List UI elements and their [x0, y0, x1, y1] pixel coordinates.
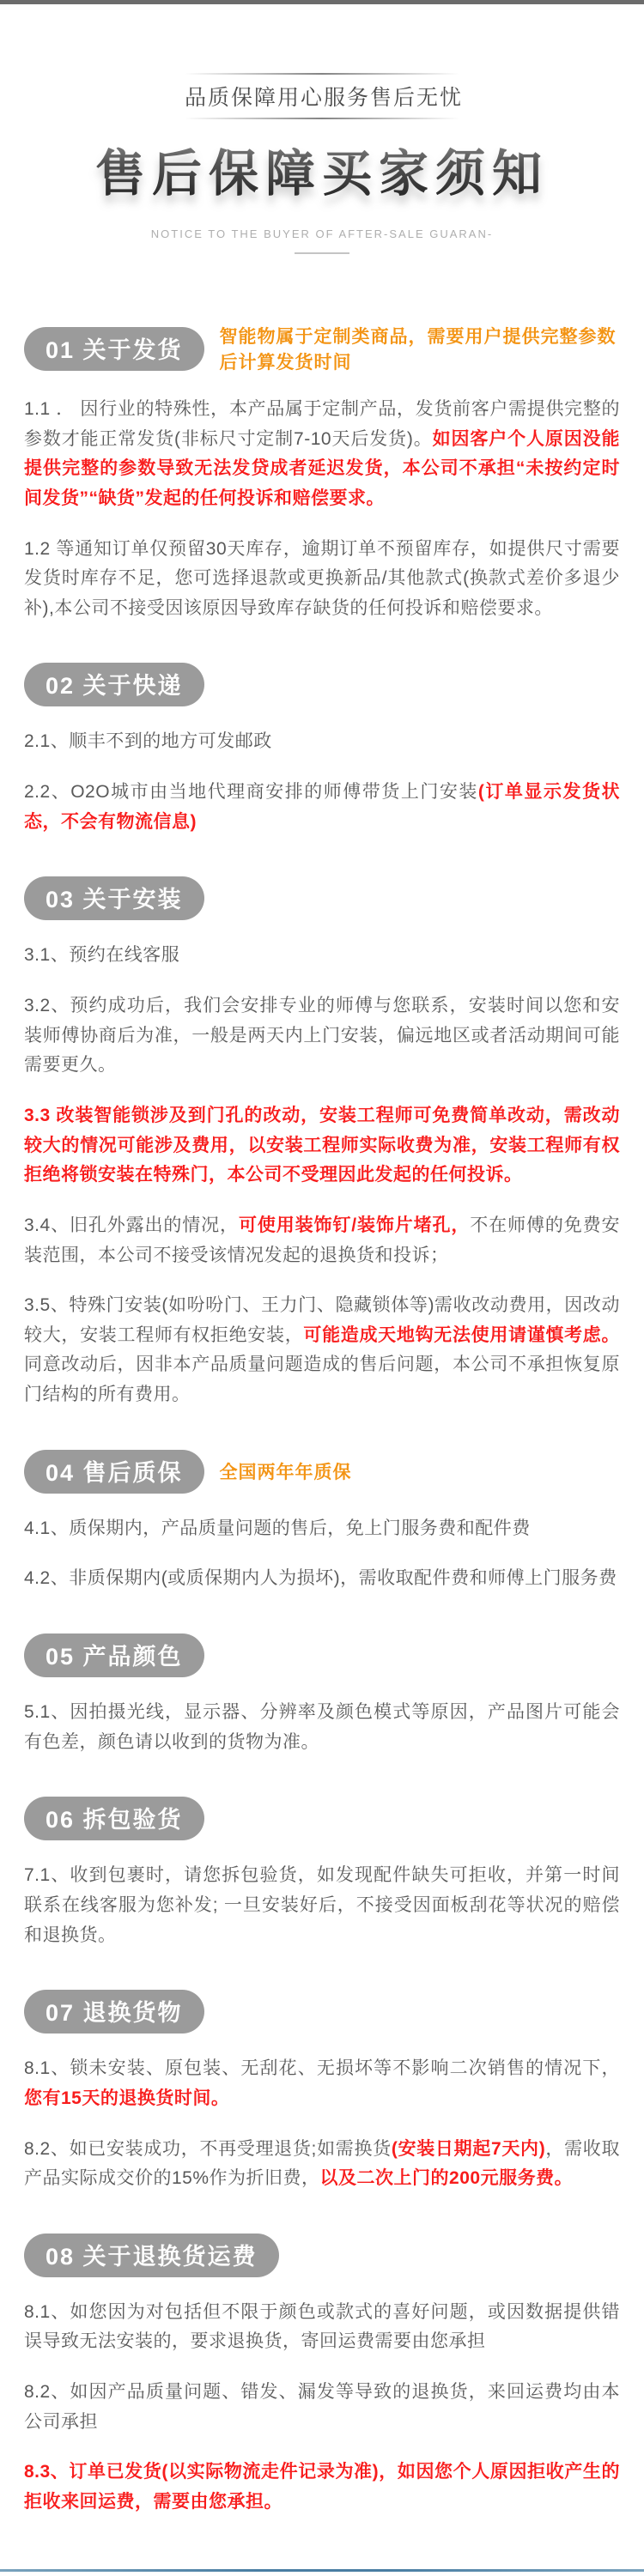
paragraph: 8.2、如因产品质量问题、错发、漏发等导致的退换货，来回运费均由本公司承担: [24, 2382, 620, 2432]
paragraph: 8.3、订单已发货(以实际物流走件记录为准)，如因您个人原因拒收产生的拒收来回运费，需要由您承担。: [24, 2462, 620, 2512]
header-tagline: 品质保障用心服务售后无忧: [185, 86, 464, 110]
decorative-line-bottom: [185, 118, 459, 119]
paragraph: 3.1、预约在线客服: [24, 945, 180, 966]
section-05-product-color: [24, 1633, 620, 1757]
section-badge: 01 关于发货: [24, 327, 204, 371]
paragraph: 7.1、收到包裹时，请您拆包验货，如发现配件缺失可拒收，并第一时间联系在线客服为您补发; 一旦安装好后，不接受因面板刮花等状况的赔偿和退换货。: [24, 1865, 620, 1945]
section-07-returns: [24, 1990, 620, 2194]
page-footer: [0, 2518, 644, 2576]
section-annotation: 智能物属于定制类商品，需要用户提供完整参数后计算发货时间: [219, 327, 617, 373]
section-08-return-shipping-fee: [24, 2234, 620, 2518]
notice-content: [0, 254, 644, 2518]
section-badge: 06 拆包验货: [24, 1797, 204, 1840]
paragraph: 3.2、预约成功后，我们会安排专业的师傅与您联系，安装时间以您和安装师傅协商后为准，一般是两天内上门安装，偏远地区或者活动期间可能需要更久。: [24, 996, 620, 1076]
section-badge: 07 退换货物: [24, 1990, 204, 2034]
section-02-express: [24, 663, 620, 837]
decorative-bottom-line: [0, 2569, 644, 2572]
page-title: 售后保障买家须知: [0, 133, 644, 205]
paragraph: 3.5、特殊门安装(如吩吩门、王力门、隐藏锁体等)需收改动费用，因改动较大，安装工程师有权拒绝安装，可能造成天地钩无法使用请谨慎考虑。同意改动后，因非本产品质量问题造成的售后问题，本公司不承担恢复原门结构的所有费用。: [24, 1295, 621, 1405]
section-04-warranty: [24, 1450, 620, 1594]
paragraph: 1.1 ． 因行业的特殊性，本产品属于定制产品，发货前客户需提供完整的参数才能正常发货(非标尺寸定制7-10天后发货)。如因客户个人原因没能提供完整的参数导致无法发贷成者延迟发货，本公司不承担“未按约定时间发货”“缺货”发起的任何投诉和赔偿要求。: [24, 399, 621, 508]
paragraph: 2.2、O2O城市由当地代理商安排的师傅带货上门安装(订单显示发货状态，不会有物流信息): [24, 782, 620, 832]
section-annotation: 全国两年年质保: [219, 1463, 352, 1483]
section-03-installation: [24, 876, 620, 1409]
paragraph: 5.1、因拍摄光线，显示器、分辨率及颜色模式等原因，产品图片可能会有色差，颜色请以收到的货物为准。: [24, 1702, 620, 1752]
paragraph: 8.1、如您因为对包括但不限于颜色或款式的喜好问题，或因数据提供错误导致无法安装的，要求退换货，寄回运费需要由您承担: [24, 2301, 620, 2352]
section-06-unpacking-inspection: [24, 1797, 620, 1950]
section-badge: 04 售后质保: [24, 1450, 204, 1494]
page-subtitle-en: NOTICE TO THE BUYER OF AFTER-SALE GUARAN-: [150, 227, 494, 240]
paragraph: 2.1、顺丰不到的地方可发邮政: [24, 731, 272, 752]
paragraph: 3.4、旧孔外露出的情况，可使用装饰钉/装饰片堵孔，不在师傅的免费安装范围，本公司不接受该情况发起的退换货和投诉；: [24, 1215, 620, 1265]
section-badge: 05 产品颜色: [24, 1633, 204, 1677]
paragraph: 8.2、如已安装成功，不再受理退货;如需换货(安装日期起7天内)，需收取产品实际成交价的15%作为折旧费，以及二次上门的200元服务费。: [24, 2138, 620, 2189]
section-badge: 03 关于安装: [24, 876, 204, 920]
paragraph: 4.1、质保期内，产品质量问题的售后，免上门服务费和配件费: [24, 1518, 531, 1538]
section-badge: 08 关于退换货运费: [24, 2234, 279, 2277]
paragraph: 1.2 等通知订单仅预留30天库存，逾期订单不预留库存，如提供尺寸需要发货时库存不足，您可选择退款或更换新品/其他款式(换款式差价多退少补),本公司不接受因该原因导致库存缺货的任何投诉和赔偿要求。: [24, 538, 620, 618]
tagline-block: [185, 73, 464, 119]
paragraph: 4.2、非质保期内(或质保期内人为损坏)，需收取配件费和师傅上门服务费: [24, 1568, 617, 1589]
paragraph: 8.1、锁未安装、原包装、无刮花、无损坏等不影响二次销售的情况下，您有15天的退换货时间。: [24, 2058, 620, 2108]
page-header: [0, 4, 644, 254]
section-01-shipping: [24, 323, 620, 623]
section-badge: 02 关于快递: [24, 663, 204, 706]
paragraph: 3.3 改装智能锁涉及到门孔的改动，安装工程师可免费简单改动，需改动较大的情况可能涉及费用，以安装工程师实际收费为准，安装工程师有权拒绝将锁安装在特殊门，本公司不受理因此发起的任何投诉。: [24, 1105, 620, 1185]
